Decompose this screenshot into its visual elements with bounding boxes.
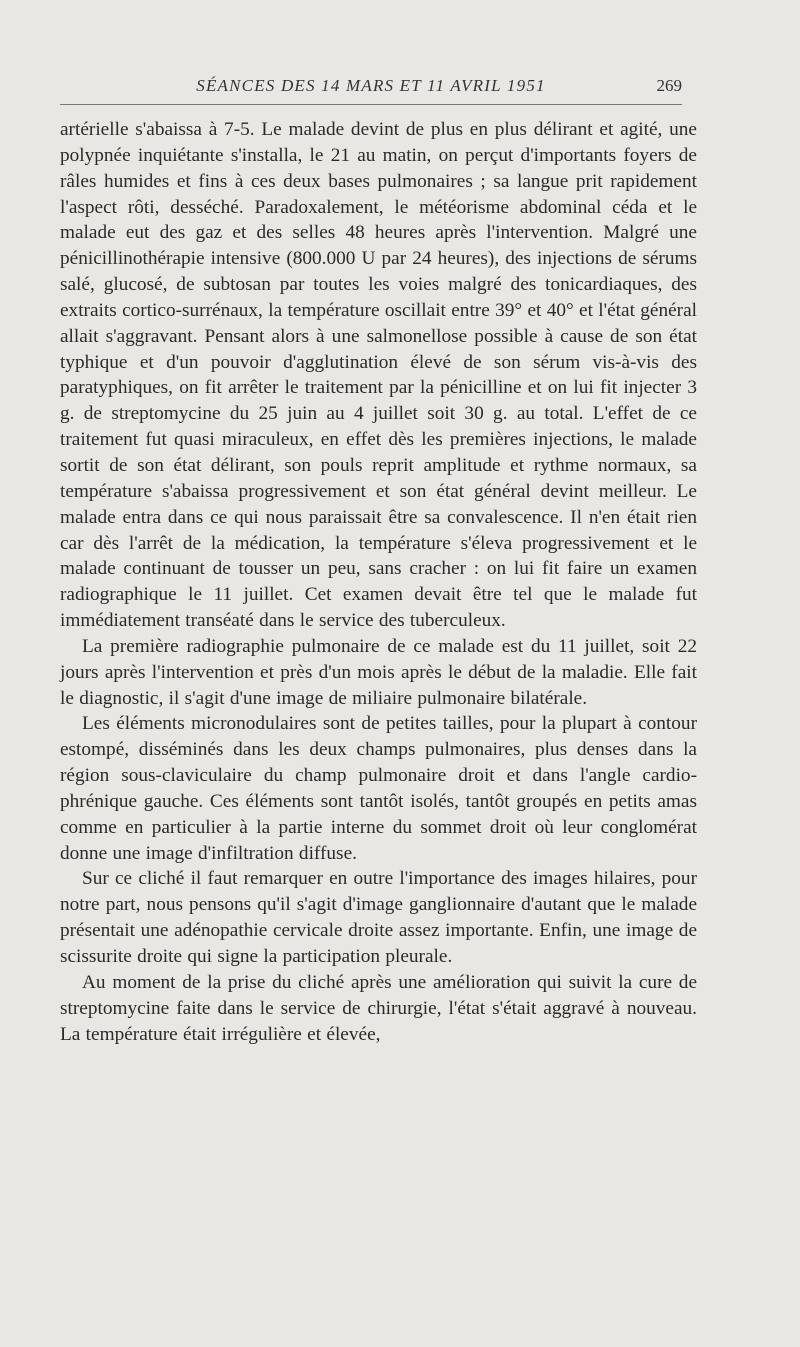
paragraph-5: Au moment de la prise du cliché après une amélioration qui suivit la cure de streptomycine faite dans le service de chirurgie, l'état s'était aggravé à nouveau. La température était irrégulière et élevée, [60, 971, 697, 1045]
header-rule [60, 104, 682, 105]
page-number: 269 [656, 76, 682, 95]
paragraph-1: artérielle s'abaissa à 7-5. Le malade devint de plus en plus délirant et agité, une polypnée inquiétante s'installa, le 21 au matin, on perçut d'importants foyers de râles humides et fins à ces deux bases pulmonaires ; sa langue prit rapidement l'aspect rôti, desséché. Paradoxalement, le météorisme abdominal céda et le malade eut des gaz et des selles 48 heures après l'intervention. Malgré une pénicillinothérapie intensive (800.000 U par 24 heures), des injections de sérums salé, glucosé, de subtosan par toutes les voies malgré des tonicardiaques, des extraits cortico-surrénaux, la température oscillait entre 39° et 40° et l'état général allait s'aggravant. Pensant alors à une salmonellose possible à cause de son état typhique et d'un pouvoir d'agglutination élevé de son sérum vis-à-vis des paratyphiques, on fit arrêter le traitement par la pénicilline et on lui fit injecter 3 g. de streptomycine du 25 juin au 4 juillet soit 30 g. au total. L'effet de ce traitement fut quasi miraculeux, en effet dès les premières injections, le malade sortit de son état délirant, son pouls reprit amplitude et rythme normaux, sa température s'abaissa progressivement et son état général devint meilleur. Le malade entra dans ce qui nous paraissait être sa convalescence. Il n'en était rien car dès l'arrêt de la médication, la température s'éleva progressivement et le malade continuant de tousser un peu, sans cracher : on lui fit faire un examen radiographique le 11 juillet. Cet examen devait être tel que le malade fut immédiatement transéaté dans le service des tuberculeux. [60, 119, 697, 632]
header-title: SÉANCES DES 14 MARS ET 11 AVRIL 1951 [196, 76, 546, 95]
running-header [60, 76, 682, 102]
body-text [60, 117, 697, 1047]
paragraph-3: Les éléments micronodulaires sont de petites tailles, pour la plupart à contour estompé, disséminés dans les deux champs pulmonaires, plus denses dans la région sous-claviculaire du champ pulmonaire droit et dans l'angle cardio-phrénique gauche. Ces éléments sont tantôt isolés, tantôt groupés en petits amas comme en particulier à la partie interne du sommet droit où leur conglomérat donne une image d'infiltration diffuse. [60, 713, 697, 864]
paragraph-2: La première radiographie pulmonaire de ce malade est du 11 juillet, soit 22 jours après l'intervention et près d'un mois après le début de la maladie. Elle fait le diagnostic, il s'agit d'une image de miliaire pulmonaire bilatérale. [60, 635, 697, 709]
paragraph-4: Sur ce cliché il faut remarquer en outre l'importance des images hilaires, pour notre part, nous pensons qu'il s'agit d'image ganglionnaire d'autant que le malade présentait une adénopathie cervicale droite assez importante. Enfin, une image de scissurite droite qui signe la participation pleurale. [60, 868, 697, 967]
